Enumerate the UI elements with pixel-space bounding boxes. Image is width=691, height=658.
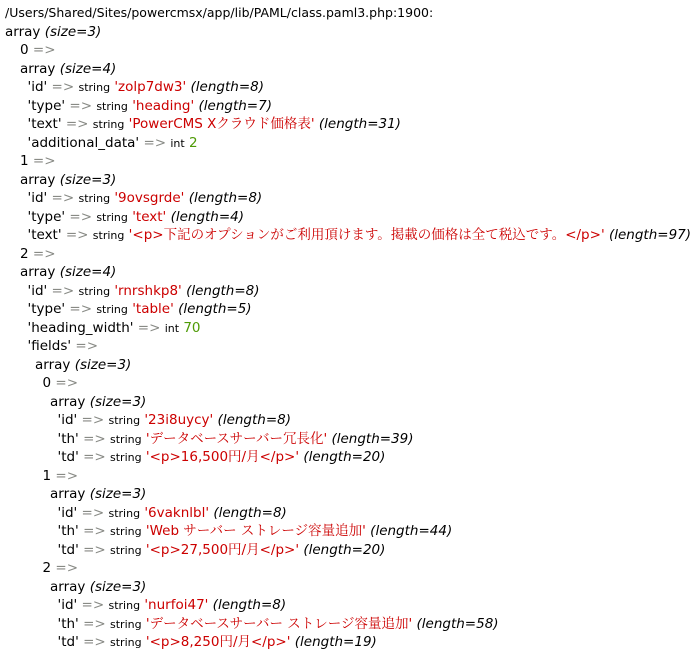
entry-key: 'id' <box>27 190 48 206</box>
entry-length: (length=8) <box>190 79 264 95</box>
array-keyword: array <box>50 578 86 595</box>
array-index: 0 <box>42 375 52 391</box>
array-header <box>5 485 638 504</box>
entry-type: int <box>164 321 180 335</box>
arrow: => <box>83 615 106 632</box>
entry-line <box>5 504 638 523</box>
array-keyword: array <box>35 356 71 373</box>
arrow: => <box>81 504 105 521</box>
file-path-text: /Users/Shared/Sites/powercmsx/app/lib/PAML/class.paml3.php:1900: <box>5 5 434 20</box>
array-keyword: array <box>50 393 86 410</box>
arrow: => <box>81 597 105 613</box>
entry-value: 'table' <box>132 301 174 317</box>
array-header <box>5 60 638 79</box>
entry-length: (length=31) <box>318 116 401 132</box>
array-header <box>5 578 638 597</box>
entry-line <box>5 115 638 134</box>
entry-type: string <box>108 506 141 520</box>
entry-value: 'rnrshkp8' <box>114 282 182 299</box>
entry-value: '23i8uycy' <box>144 412 214 428</box>
var-dump-output <box>5 4 691 652</box>
array-keyword: array <box>5 23 41 40</box>
entry-value: 70 <box>183 319 201 336</box>
entry-line <box>5 448 638 467</box>
entry-line <box>5 208 638 227</box>
entry-key: 'additional_data' <box>27 134 140 151</box>
entry-length: (length=58) <box>416 615 499 632</box>
entry-key: 'td' <box>57 449 79 465</box>
index-line <box>5 467 638 486</box>
entry-length: (length=8) <box>212 597 287 613</box>
arrow: => <box>69 301 93 317</box>
entry-line <box>5 97 638 116</box>
entry-value: '6vaknlbl' <box>144 504 210 521</box>
entry-value: '<p>16,500円/月</p>' <box>145 449 300 465</box>
index-line <box>5 559 638 578</box>
entry-length: (length=97) <box>608 227 691 243</box>
entry-line <box>5 596 638 615</box>
entry-length: (length=20) <box>303 449 386 465</box>
entry-line <box>5 189 638 208</box>
entry-length: (length=5) <box>178 301 252 317</box>
array-header <box>5 23 638 42</box>
entry-length: (length=7) <box>198 97 272 114</box>
entry-line <box>5 615 638 634</box>
arrow: => <box>75 338 99 354</box>
entry-length: (length=8) <box>217 412 292 428</box>
array-header <box>5 356 638 375</box>
arrow: => <box>32 42 56 58</box>
array-keyword: array <box>50 486 86 502</box>
entry-length: (length=8) <box>213 504 287 521</box>
array-header <box>5 171 638 190</box>
entry-type: string <box>78 81 111 94</box>
entry-length: (length=39) <box>331 430 414 447</box>
entry-length: (length=19) <box>294 634 377 650</box>
entry-key: 'th' <box>57 523 79 539</box>
entry-key: 'text' <box>27 116 62 132</box>
entry-key: 'id' <box>57 504 78 521</box>
array-index: 1 <box>42 467 52 484</box>
entry-length: (length=20) <box>303 541 386 558</box>
arrow: => <box>51 79 75 95</box>
array-size: (size=4) <box>59 264 117 280</box>
array-size: (size=3) <box>44 23 102 40</box>
entry-type: string <box>110 451 142 464</box>
entry-value: 'データベースサーバー冗長化' <box>145 430 328 447</box>
arrow: => <box>69 208 93 225</box>
entry-type: string <box>110 617 142 631</box>
entry-line <box>5 541 638 560</box>
entry-value: 'データベースサーバー ストレージ容量追加' <box>145 615 413 632</box>
array-size: (size=3) <box>74 356 132 373</box>
entry-type: int <box>170 136 185 150</box>
array-size: (size=4) <box>59 60 117 77</box>
array-index: 1 <box>20 153 29 169</box>
entry-key: 'type' <box>27 208 66 225</box>
entry-type: string <box>110 636 142 649</box>
array-keyword: array <box>20 264 56 280</box>
arrow: => <box>55 560 79 576</box>
entry-type: string <box>92 118 125 131</box>
entry-type: string <box>108 599 141 612</box>
file-path <box>5 4 638 23</box>
entry-key: 'type' <box>27 97 66 114</box>
arrow: => <box>55 467 79 484</box>
index-line <box>5 152 638 171</box>
arrow: => <box>65 227 89 243</box>
entry-key: 'td' <box>57 634 79 650</box>
entry-value: 'Web サーバー ストレージ容量追加' <box>145 523 366 539</box>
entry-length: (length=44) <box>370 523 453 539</box>
arrow: => <box>32 245 56 262</box>
array-header <box>5 393 638 412</box>
entry-line <box>5 411 638 430</box>
entry-key: 'td' <box>57 541 79 558</box>
entry-line <box>5 282 638 301</box>
entry-value: 'PowerCMS Xクラウド価格表' <box>128 116 315 132</box>
arrow: => <box>83 430 106 447</box>
entry-type: string <box>96 303 128 316</box>
entry-value: '<p>8,250円/月</p>' <box>145 634 291 650</box>
arrow: => <box>83 449 106 465</box>
array-size: (size=3) <box>89 578 147 595</box>
array-keyword: array <box>20 60 56 77</box>
entry-type: string <box>92 229 125 242</box>
index-line <box>5 41 638 60</box>
entry-type: string <box>96 99 128 113</box>
array-size: (size=3) <box>89 486 147 502</box>
arrow: => <box>51 190 75 206</box>
arrow: => <box>83 541 106 558</box>
entry-value: '<p>下記のオプションがご利用頂けます。掲載の価格は全て税込です。</p>' <box>128 227 605 243</box>
entry-key: 'th' <box>57 430 79 447</box>
array-index: 0 <box>20 42 29 58</box>
index-line <box>5 245 638 264</box>
array-size: (size=3) <box>59 171 117 188</box>
entry-key: 'id' <box>27 282 48 299</box>
entry-type: string <box>96 210 128 224</box>
entry-key: 'id' <box>27 79 48 95</box>
arrow: => <box>51 282 75 299</box>
entry-key: 'heading_width' <box>27 319 134 336</box>
entry-line <box>5 226 691 245</box>
arrow: => <box>83 634 106 650</box>
entry-value: 'text' <box>132 208 167 225</box>
entry-length: (length=8) <box>186 282 260 299</box>
arrow: => <box>55 375 79 391</box>
arrow: => <box>83 523 106 539</box>
arrow: => <box>81 412 105 428</box>
entry-type: string <box>108 414 141 427</box>
entry-key: 'th' <box>57 615 79 632</box>
entry-line <box>5 522 638 541</box>
entry-key: 'type' <box>27 301 66 317</box>
arrow: => <box>143 134 167 151</box>
entry-length: (length=4) <box>170 208 245 225</box>
entry-key: 'fields' <box>27 338 72 354</box>
arrow: => <box>65 116 89 132</box>
entry-length: (length=8) <box>188 190 263 206</box>
entry-line <box>5 319 638 338</box>
arrow: => <box>32 153 56 169</box>
entry-type: string <box>110 432 142 446</box>
entry-value: '<p>27,500円/月</p>' <box>145 541 300 558</box>
entry-type: string <box>110 543 142 557</box>
entry-type: string <box>78 192 111 205</box>
fields-line <box>5 337 638 356</box>
entry-value: '9ovsgrde' <box>114 190 185 206</box>
entry-key: 'text' <box>27 227 62 243</box>
arrow: => <box>69 97 93 114</box>
entry-value: 'heading' <box>132 97 195 114</box>
entry-key: 'id' <box>57 597 78 613</box>
entry-line <box>5 134 638 153</box>
entry-line <box>5 633 638 652</box>
array-header <box>5 263 638 282</box>
arrow: => <box>137 319 161 336</box>
entry-type: string <box>78 284 111 298</box>
entry-value: 2 <box>189 134 198 151</box>
array-size: (size=3) <box>89 393 147 410</box>
entry-line <box>5 430 638 449</box>
entry-type: string <box>110 525 142 538</box>
array-index: 2 <box>20 245 29 262</box>
entry-key: 'id' <box>57 412 78 428</box>
entry-line <box>5 300 638 319</box>
array-index: 2 <box>42 560 52 576</box>
array-keyword: array <box>20 171 56 188</box>
entry-value: 'zolp7dw3' <box>114 79 187 95</box>
entry-value: 'nurfoi47' <box>144 597 209 613</box>
index-line <box>5 374 638 393</box>
entry-line <box>5 78 638 97</box>
